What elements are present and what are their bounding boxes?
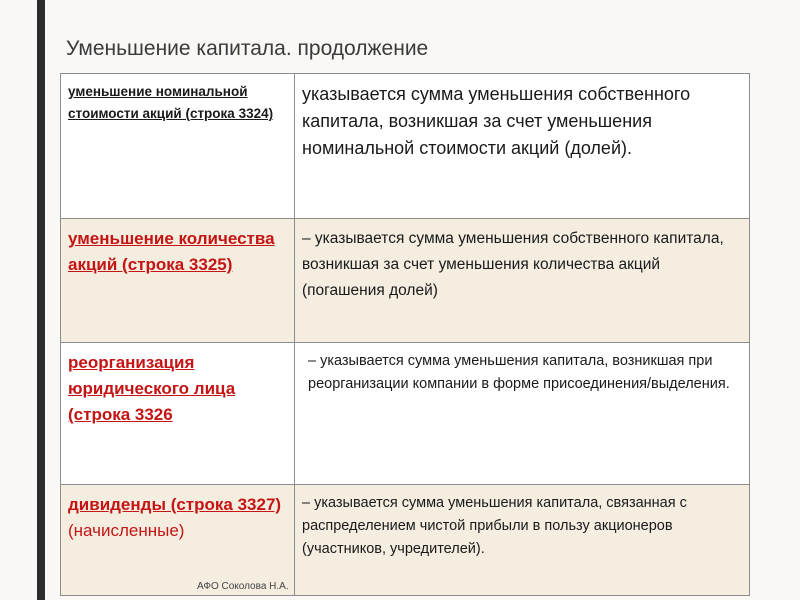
table-row bbox=[61, 343, 750, 485]
term-label: уменьшение номинальной стоимости акций (строка 3324) bbox=[68, 84, 274, 121]
description-cell: – указывается сумма уменьшения капитала, связанная с распределением чистой прибыли в пользу акционеров (участников, учредителей). bbox=[295, 485, 750, 596]
term-cell bbox=[61, 343, 295, 485]
term-cell bbox=[61, 74, 295, 219]
description-text: – указывается сумма уменьшения капитала, возникшая при реорганизации компании в форме присоединения/выделения. bbox=[308, 353, 730, 392]
term-label: уменьшение количества акций (строка 3325) bbox=[68, 229, 275, 274]
table-row bbox=[61, 74, 750, 219]
term-label: реорганизация юридического лица (строка 3326 bbox=[68, 353, 236, 424]
term-cell bbox=[61, 219, 295, 343]
description-cell: указывается сумма уменьшения собственного капитала, возникшая за счет уменьшения номинальной стоимости акций (долей). bbox=[295, 74, 750, 219]
description-cell bbox=[295, 343, 750, 485]
capital-decrease-table bbox=[60, 73, 750, 596]
table-row bbox=[61, 485, 750, 596]
slide-title: Уменьшение капитала. продолжение bbox=[66, 37, 429, 60]
footer-author: АФО Соколова Н.А. bbox=[197, 581, 289, 592]
term-cell bbox=[61, 485, 295, 596]
left-accent-bar bbox=[37, 0, 45, 600]
table-row bbox=[61, 219, 750, 343]
description-cell: – указывается сумма уменьшения собственного капитала, возникшая за счет уменьшения количества акций (погашения долей) bbox=[295, 219, 750, 343]
term-suffix: (начисленные) bbox=[68, 521, 185, 540]
term-label: дивиденды (строка 3327) bbox=[68, 495, 282, 514]
